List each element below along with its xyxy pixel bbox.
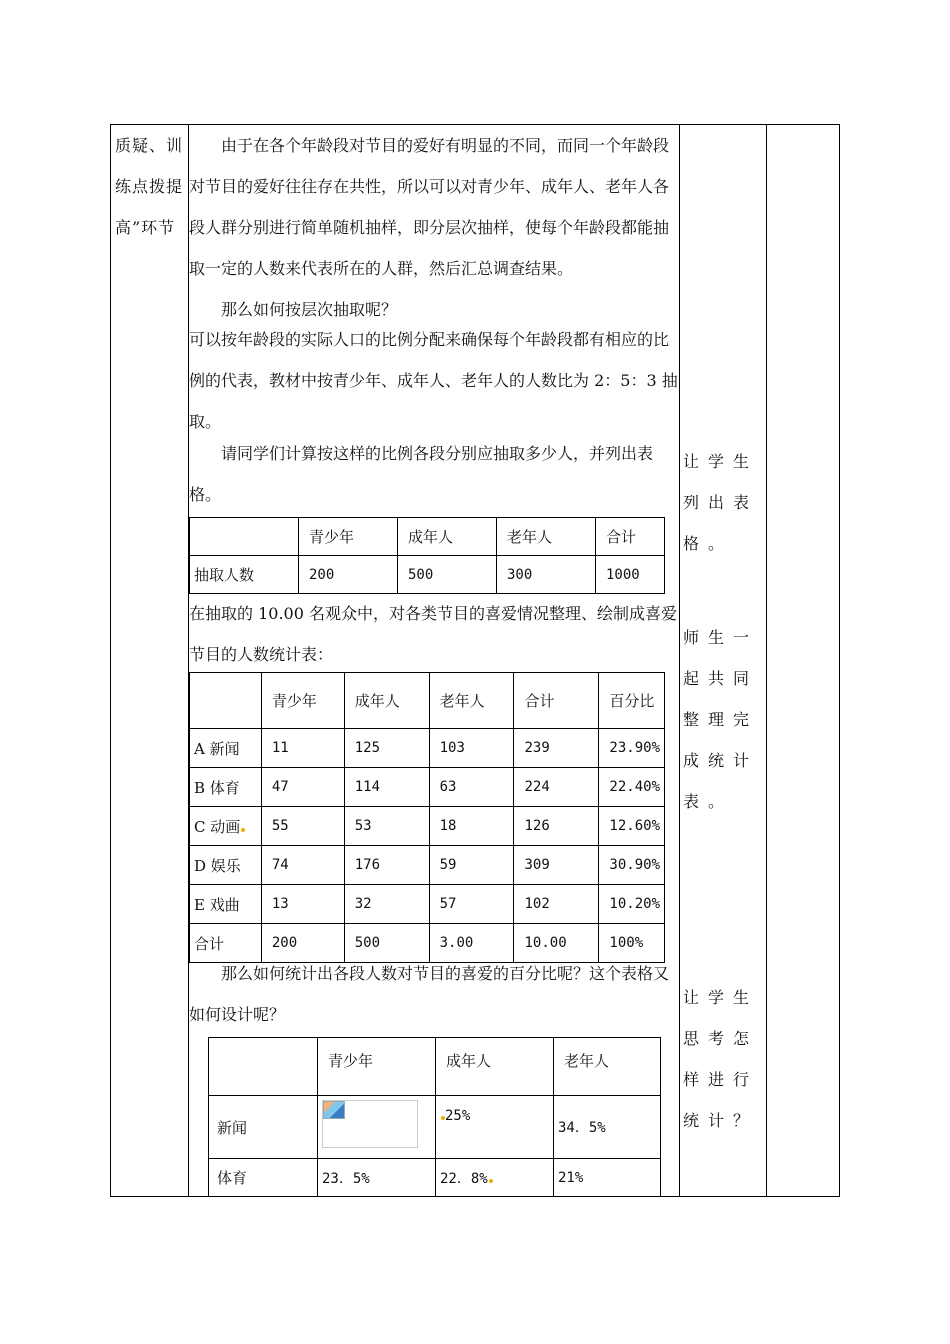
table-cell	[436, 1159, 554, 1197]
table-cell: 59	[429, 846, 514, 885]
table-row	[190, 885, 665, 924]
note-think-statistics: 让学生思考怎样进行统计？	[683, 988, 759, 1130]
table-header-cell: 合计	[514, 673, 599, 729]
table-cell: 300	[497, 556, 596, 594]
table-cell: 176	[344, 846, 429, 885]
table-cell: 11	[261, 729, 344, 768]
cell-text: 22．8%	[440, 1170, 488, 1187]
table-cell: 3.00	[429, 924, 514, 963]
table-header-cell	[190, 673, 262, 729]
table-header-cell	[209, 1038, 318, 1096]
table-header-row	[190, 673, 665, 729]
table-cell: 新闻	[209, 1096, 318, 1159]
table-row	[190, 729, 665, 768]
table-cell	[436, 1096, 554, 1159]
paragraph-stratified-sampling: 由于在各个年龄段对节目的爱好有明显的不同，而同一个年龄段对节目的爱好往往存在共性，所以可以对青少年、成年人、老年人各段人群分别进行简单随机抽样，即分层次抽样，使每个年龄段都能抽取一定的人数来代表所在的人群，然后汇总调查结果。	[189, 136, 670, 278]
paragraph-calculate: 请同学们计算按这样的比例各段分别应抽取多少人，并列出表格。	[189, 444, 654, 504]
table-cell: 22.40%	[599, 768, 665, 807]
table-cell: 32	[344, 885, 429, 924]
table-row	[190, 846, 665, 885]
table-cell: 125	[344, 729, 429, 768]
table-cell: 224	[514, 768, 599, 807]
paragraph-survey: 在抽取的 10.00 名观众中，对各类节目的喜爱情况整理、绘制成喜爱节目的人数统计表：	[189, 604, 677, 664]
table-cell: 53	[344, 807, 429, 846]
marker-dot	[241, 828, 245, 832]
table-cell: 合计	[190, 924, 262, 963]
table-cell: 74	[261, 846, 344, 885]
table-row	[190, 768, 665, 807]
table-cell: 34．5%	[554, 1096, 661, 1159]
table-cell: E 戏曲	[190, 885, 262, 924]
table-cell: 10.00	[514, 924, 599, 963]
table-cell: 57	[429, 885, 514, 924]
table-cell: 1000	[596, 556, 665, 594]
table-header-cell: 成年人	[436, 1038, 554, 1096]
table-header-cell: 老年人	[554, 1038, 661, 1096]
note-list-table: 让学生列出表格。	[683, 452, 759, 553]
table-cell: 200	[299, 556, 398, 594]
paragraph-percentage-question: 那么如何统计出各段人数对节目的喜爱的百分比呢？这个表格又如何设计呢？	[189, 964, 670, 1024]
table-cell: 55	[261, 807, 344, 846]
sample-count-table	[189, 517, 665, 594]
stage-label: 质疑、训练点拨提高”环节	[115, 136, 184, 237]
table-header-cell: 成年人	[398, 518, 497, 556]
lesson-plan-table	[110, 124, 840, 1197]
percentage-table	[208, 1037, 661, 1197]
table-cell: 47	[261, 768, 344, 807]
table-header-cell: 老年人	[497, 518, 596, 556]
table-cell: 23.90%	[599, 729, 665, 768]
table-cell: D 娱乐	[190, 846, 262, 885]
table-row	[209, 1159, 661, 1197]
table-row	[190, 556, 665, 594]
table-cell: 体育	[209, 1159, 318, 1197]
table-cell: 抽取人数	[190, 556, 299, 594]
table-cell: 239	[514, 729, 599, 768]
table-cell: 23．5%	[318, 1159, 436, 1197]
table-cell	[190, 807, 262, 846]
table-cell: B 体育	[190, 768, 262, 807]
table-cell: 12.60%	[599, 807, 665, 846]
program-preference-table	[189, 672, 665, 963]
marker-dot	[489, 1179, 493, 1183]
table-header-cell: 老年人	[429, 673, 514, 729]
table-cell: 10.20%	[599, 885, 665, 924]
table-cell: 100%	[599, 924, 665, 963]
column-divider	[679, 125, 680, 1196]
table-cell: 30.90%	[599, 846, 665, 885]
table-cell: 13	[261, 885, 344, 924]
table-header-cell	[190, 518, 299, 556]
cell-text: 25%	[445, 1108, 471, 1124]
table-cell: 114	[344, 768, 429, 807]
paragraph-ratio: 可以按年龄段的实际人口的比例分配来确保每个年龄段都有相应的比例的代表，教材中按青少年、成年人、老年人的人数比为 2：5：3 抽取。	[189, 330, 678, 431]
table-cell: A 新闻	[190, 729, 262, 768]
cell-text: C 动画	[194, 817, 241, 836]
table-cell: 200	[261, 924, 344, 963]
table-header-cell: 青少年	[261, 673, 344, 729]
table-row	[190, 807, 665, 846]
table-cell: 63	[429, 768, 514, 807]
table-cell: 309	[514, 846, 599, 885]
table-header-cell: 青少年	[299, 518, 398, 556]
table-cell: 21%	[554, 1159, 661, 1197]
table-row	[209, 1096, 661, 1159]
table-header-cell: 青少年	[318, 1038, 436, 1096]
table-cell: 500	[344, 924, 429, 963]
note-complete-table: 师生一起共同整理完成统计表。	[683, 628, 759, 811]
paragraph-question: 那么如何按层次抽取呢？	[221, 300, 398, 319]
table-cell: 126	[514, 807, 599, 846]
table-cell: 18	[429, 807, 514, 846]
image-placeholder	[322, 1100, 418, 1148]
table-header-cell: 合计	[596, 518, 665, 556]
table-header-row	[209, 1038, 661, 1096]
table-cell: 103	[429, 729, 514, 768]
table-header-cell: 百分比	[599, 673, 665, 729]
table-cell	[318, 1096, 436, 1159]
table-cell: 102	[514, 885, 599, 924]
table-header-cell: 成年人	[344, 673, 429, 729]
table-header-row	[190, 518, 665, 556]
broken-image-icon	[323, 1101, 345, 1119]
table-cell: 500	[398, 556, 497, 594]
